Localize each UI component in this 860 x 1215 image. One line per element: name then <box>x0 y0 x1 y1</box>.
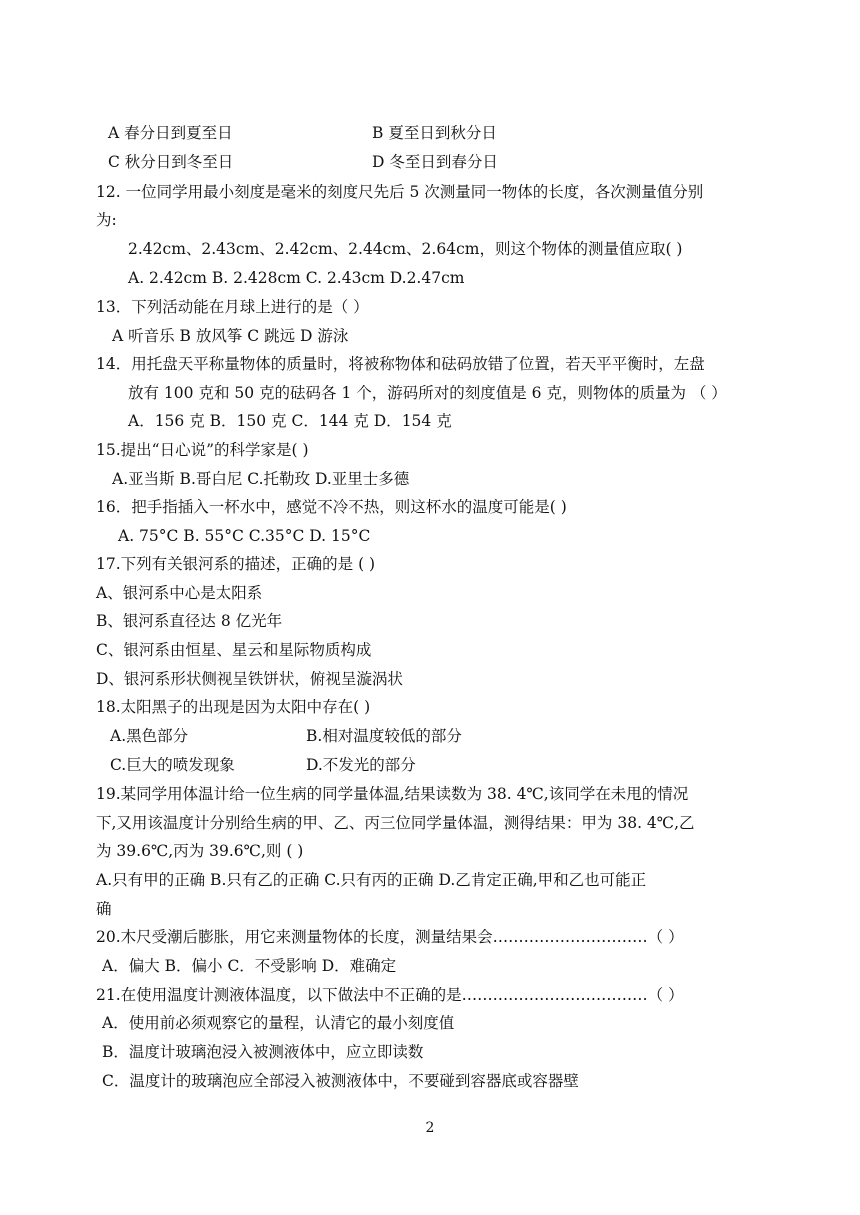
q19-stem: 19.某同学用体温计给一位生病的同学量体温,结果读数为 38. 4℃,该同学在未甩的情况 <box>96 785 689 803</box>
page-number: 2 <box>425 1120 435 1136</box>
q14-stem: 14．用托盘天平称量物体的质量时，将被称物体和砝码放错了位置，若天平平衡时，左盘 <box>96 355 705 373</box>
q19-options-cont: 确 <box>96 900 112 918</box>
q12-stem: 12. 一位同学用最小刻度是毫米的刻度尺先后 5 次测量同一物体的长度，各次测量值分别 <box>96 183 704 201</box>
q11-option-b: B 夏至日到秋分日 <box>372 124 497 142</box>
q13-stem: 13．下列活动能在月球上进行的是（ ） <box>96 298 369 316</box>
q20-options: A．偏大 B．偏小 C．不受影响 D．难确定 <box>102 957 397 975</box>
q21-option-b: B．温度计玻璃泡浸入被测液体中，应立即读数 <box>102 1043 424 1061</box>
q17-option-a: A、银河系中心是太阳系 <box>96 584 263 602</box>
q18-option-b: B.相对温度较低的部分 <box>306 727 462 745</box>
q17-option-b: B、银河系直径达 8 亿光年 <box>96 612 283 630</box>
q17-option-d: D、银河系形状侧视呈铁饼状，俯视呈漩涡状 <box>96 670 403 688</box>
q17-stem: 17.下列有关银河系的描述，正确的是 ( ) <box>96 555 376 573</box>
q15-options: A.亚当斯 B.哥白尼 C.托勒玫 D.亚里士多德 <box>112 470 410 488</box>
q14-stem-cont: 放有 100 克和 50 克的砝码各 1 个，游码所对的刻度值是 6 克，则物体的质量为 （ ） <box>128 384 727 402</box>
q11-option-a: A 春分日到夏至日 <box>108 124 233 142</box>
q16-options: A. 75°C B. 55°C C.35°C D. 15°C <box>118 527 371 545</box>
q21-stem: 21.在使用温度计测液体温度，以下做法中不正确的是………………………………（ ） <box>96 986 684 1004</box>
q16-stem: 16．把手指插入一杯水中，感觉不冷不热，则这杯水的温度可能是( ) <box>96 498 567 516</box>
q18-option-c: C.巨大的喷发现象 <box>110 756 235 774</box>
q12-values: 2.42cm、2.43cm、2.42cm、2.44cm、2.64cm，则这个物体的测量值应取( ) <box>128 240 683 258</box>
q11-option-c: C 秋分日到冬至日 <box>108 153 234 171</box>
q15-stem: 15.提出“日心说”的科学家是( ) <box>96 441 309 459</box>
q18-option-d: D.不发光的部分 <box>306 756 416 774</box>
q18-stem: 18.太阳黑子的出现是因为太阳中存在( ) <box>96 698 371 716</box>
q21-option-c: C．温度计的玻璃泡应全部浸入被测液体中，不要碰到容器底或容器壁 <box>102 1072 579 1090</box>
q19-stem-cont: 下,又用该温度计分别给生病的甲、乙、丙三位同学量体温，测得结果：甲为 38. 4℃,乙 <box>96 814 695 832</box>
q12-stem-cont: 为: <box>96 211 117 229</box>
q21-option-a: A．使用前必须观察它的量程，认清它的最小刻度值 <box>102 1014 455 1032</box>
q20-stem: 20.木尺受潮后膨胀，用它来测量物体的长度，测量结果会…………………………（ ） <box>96 928 684 946</box>
q19-stem-cont2: 为 39.6℃,丙为 39.6℃,则 ( ) <box>96 842 304 860</box>
q17-option-c: C、银河系由恒星、星云和星际物质构成 <box>96 641 372 659</box>
q19-options: A.只有甲的正确 B.只有乙的正确 C.只有丙的正确 D.乙肯定正确,甲和乙也可能正 <box>96 871 647 889</box>
q13-options: A 听音乐 B 放风筝 C 跳远 D 游泳 <box>112 327 349 345</box>
q11-option-d: D 冬至日到春分日 <box>372 153 498 171</box>
q12-options: A. 2.42cm B. 2.428cm C. 2.43cm D.2.47cm <box>128 269 465 287</box>
q14-options: A．156 克 B．150 克 C．144 克 D．154 克 <box>128 412 452 430</box>
q18-option-a: A.黑色部分 <box>110 727 189 745</box>
